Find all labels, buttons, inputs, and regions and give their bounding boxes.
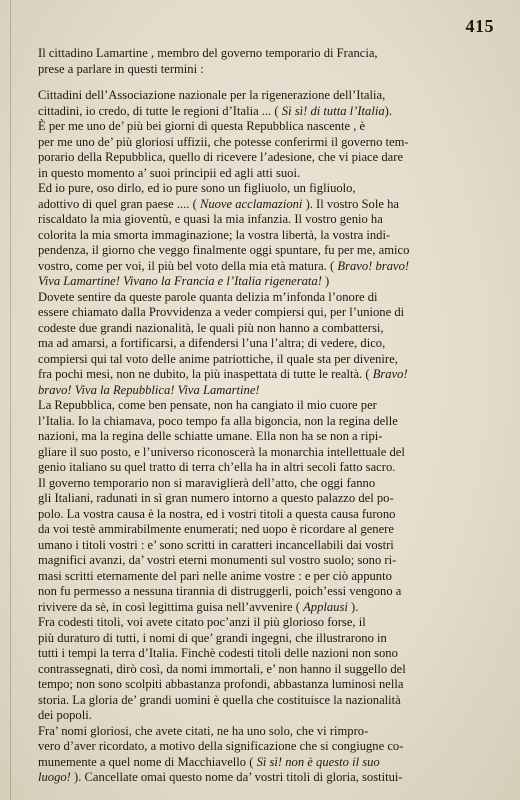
text-segment: riscaldato la mia gioventù, e quasi la mia infanzia. Il vostro genio ha: [38, 212, 383, 226]
text-segment: Il cittadino Lamartine , membro del governo temporario di Francia,: [38, 46, 378, 60]
text-line: [38, 770, 494, 786]
text-segment: più duraturo di tutti, i nomi di que’ grandi ingegni, che illustrarono in: [38, 630, 387, 645]
text-segment: Fra codesti titoli, voi avete citato poc’anzi il più glorioso forse, il: [38, 615, 366, 629]
page-number: 415: [465, 16, 494, 36]
text-segment: ). Cancellate omai questo nome da’ vostri titoli di gloria, sostitui-: [70, 770, 403, 784]
text-segment: ): [321, 274, 330, 288]
text-line: [38, 584, 494, 600]
text-line: [38, 677, 494, 693]
italic-segment: Nuove acclamazioni: [199, 196, 303, 211]
text-line: [38, 104, 494, 120]
text-segment: ).: [347, 599, 359, 614]
text-segment: compiersi qui tal voto delle anime patriottiche, il quale sta per divenire,: [38, 351, 398, 366]
text-line: [38, 135, 494, 151]
text-segment: ).: [384, 103, 392, 118]
text-segment: Cittadini dell’Associazione nazionale per la rigenerazione dell’Italia,: [38, 88, 386, 102]
text-line: [38, 615, 494, 631]
paragraph: [38, 88, 494, 786]
text-line: [38, 336, 494, 352]
italic-segment: Sì sì! di tutta l’Italia: [281, 103, 385, 118]
text-line: [38, 538, 494, 554]
text-segment: È per me uno de’ più bei giorni di questa Repubblica nascente , è: [38, 119, 366, 133]
text-segment: storia. La gloria de’ grandi uomini è quella che costituisce la nazionalità: [38, 692, 401, 707]
text-segment: dei popoli.: [38, 708, 92, 722]
text-segment: porario della Repubblica, quello di ricevere l’adesione, che vi piace dare: [38, 150, 404, 164]
text-segment: vostro, come per voi, il più bel voto della mia età matura. (: [38, 258, 338, 273]
text-segment: essere chiamato dalla Provvidenza a veder compiersi qui, per l’unione di: [38, 305, 405, 319]
text-line: [38, 212, 494, 228]
text-segment: Dovete sentire da queste parole quanta delizia m’infonda l’onore di: [38, 289, 378, 304]
text-line: [38, 243, 494, 259]
text-line: [38, 631, 494, 647]
text-line: [38, 367, 494, 383]
paragraph-gap: [38, 77, 494, 88]
text-line: [38, 181, 494, 197]
italic-segment: luogo!: [38, 770, 71, 784]
text-segment: gliare il suo posto, e l’universo riconoscerà la monarchia intellettuale del: [38, 444, 405, 459]
text-segment: contrassegnati, dirò così, da nomi immortali, e’ non hanno il suggello del: [38, 661, 406, 676]
text-line: [38, 383, 494, 399]
text-segment: rivivere da sè, in così legittima guisa nell’avvenire (: [38, 599, 304, 614]
italic-segment: Viva Lamartine! Vivano la Francia e l’Italia rigenerata!: [38, 274, 322, 288]
text-segment: pendenza, il giorno che veggo finalmente oggi spuntare, fu per me, amico: [38, 243, 410, 257]
text-line: [38, 522, 494, 538]
text-segment: gli Italiani, radunati in sì gran numero intorno a questo palazzo del po-: [38, 491, 394, 505]
text-segment: ma ad amarsi, a fortificarsi, a difendersi l’una l’altra; di vedere, dico,: [38, 336, 386, 350]
text-segment: fra pochi mesi, non ne dubito, la più inaspettata di tutte le realtà. (: [38, 367, 373, 381]
text-segment: La Repubblica, come ben pensate, non ha cangiato il mio cuore per: [38, 398, 377, 412]
text-segment: tempo; non sono scolpiti abbastanza profondi, abbastanza luminosi nella: [38, 677, 404, 691]
body-text: [38, 46, 494, 786]
text-line: [38, 274, 494, 290]
text-line: [38, 755, 494, 771]
text-line: [38, 600, 494, 616]
text-line: [38, 62, 494, 78]
text-line: [38, 150, 494, 166]
text-line: [38, 119, 494, 135]
text-segment: genio italiano su quel tratto di terra ch’ella ha in altri secoli fatto sacro.: [38, 460, 396, 474]
text-line: [38, 708, 494, 724]
text-segment: umano i titoli vostri : e’ sono scritti in caratteri incancellabili dai vostri: [38, 537, 394, 552]
text-segment: da voi testè ammirabilmente enumerati; ned uopo è ricordare al genere: [38, 522, 394, 536]
text-line: [38, 166, 494, 182]
text-segment: colorita la mia smorta immaginazione; la vostra libertà, la vostra indi-: [38, 227, 391, 242]
text-segment: Il governo temporario non si maraviglierà dell’atto, che oggi fanno: [38, 475, 376, 490]
italic-segment: Applausi: [303, 599, 348, 614]
text-segment: adottivo di quel gran paese .... (: [38, 196, 200, 211]
text-line: [38, 414, 494, 430]
text-line: [38, 46, 494, 62]
text-segment: Fra’ nomi gloriosi, che avete citati, ne ha uno solo, che vi rimpro-: [38, 723, 369, 738]
text-line: [38, 693, 494, 709]
text-line: [38, 197, 494, 213]
text-segment: vero d’aver ricordato, a motivo della significazione che si congiugne co-: [38, 739, 404, 753]
text-segment: magnifici avanzi, da’ vostri eterni monumenti sul vostro suolo; sono ri-: [38, 553, 397, 567]
text-line: [38, 553, 494, 569]
text-line: [38, 290, 494, 306]
italic-segment: Bravo! bravo!: [337, 258, 410, 273]
text-line: [38, 739, 494, 755]
text-segment: polo. La vostra causa è la nostra, ed i vostri titoli a questa causa furono: [38, 506, 396, 521]
text-line: [38, 662, 494, 678]
text-segment: codeste due grandi nazionalità, le quali più non hanno a combattersi,: [38, 320, 384, 335]
text-segment: non fu permesso a nessuna tirannia di distruggerli, poich’essi vengono a: [38, 584, 402, 598]
italic-segment: Sì sì! non è questo il suo: [256, 754, 380, 769]
text-segment: ). Il vostro Sole ha: [302, 196, 399, 211]
text-line: [38, 491, 494, 507]
text-segment: l’Italia. Io la chiamava, poco tempo fa alla bigoncia, non la regina delle: [38, 413, 398, 428]
text-line: [38, 445, 494, 461]
text-line: [38, 646, 494, 662]
text-line: [38, 429, 494, 445]
text-segment: cittadini, io credo, di tutte le regioni d’Italia ... (: [38, 103, 282, 118]
text-line: [38, 507, 494, 523]
text-segment: nazioni, ma la regina delle schiatte umane. Ella non ha se non a ripi-: [38, 429, 383, 443]
text-line: [38, 460, 494, 476]
text-line: [38, 569, 494, 585]
text-segment: tutti i tempi la terra d’Italia. Finchè codesti titoli delle nazioni non sono: [38, 646, 398, 660]
text-line: [38, 228, 494, 244]
text-line: [38, 476, 494, 492]
text-segment: Ed io pure, oso dirlo, ed io pure sono un figliuolo, un figliuolo,: [38, 181, 356, 195]
text-segment: munemente a quel nome di Macchiavello (: [38, 754, 257, 769]
text-line: [38, 352, 494, 368]
text-line: [38, 88, 494, 104]
text-segment: prese a parlare in questi termini :: [38, 61, 204, 76]
text-line: [38, 259, 494, 275]
italic-segment: Bravo!: [372, 367, 408, 381]
page-shadow-left: [10, 0, 11, 800]
paragraph: [38, 46, 494, 77]
italic-segment: bravo! Viva la Repubblica! Viva Lamartine!: [38, 382, 260, 397]
text-line: [38, 305, 494, 321]
text-line: [38, 398, 494, 414]
text-line: [38, 724, 494, 740]
text-segment: masi scritti eternamente del pari nelle anime vostre : e per ciò appunto: [38, 568, 392, 583]
text-segment: per me uno de’ più gloriosi uffizii, che potesse conferirmi il governo tem-: [38, 134, 409, 149]
text-segment: in questo momento a’ suoi principii ed agli atti suoi.: [38, 165, 301, 180]
text-line: [38, 321, 494, 337]
